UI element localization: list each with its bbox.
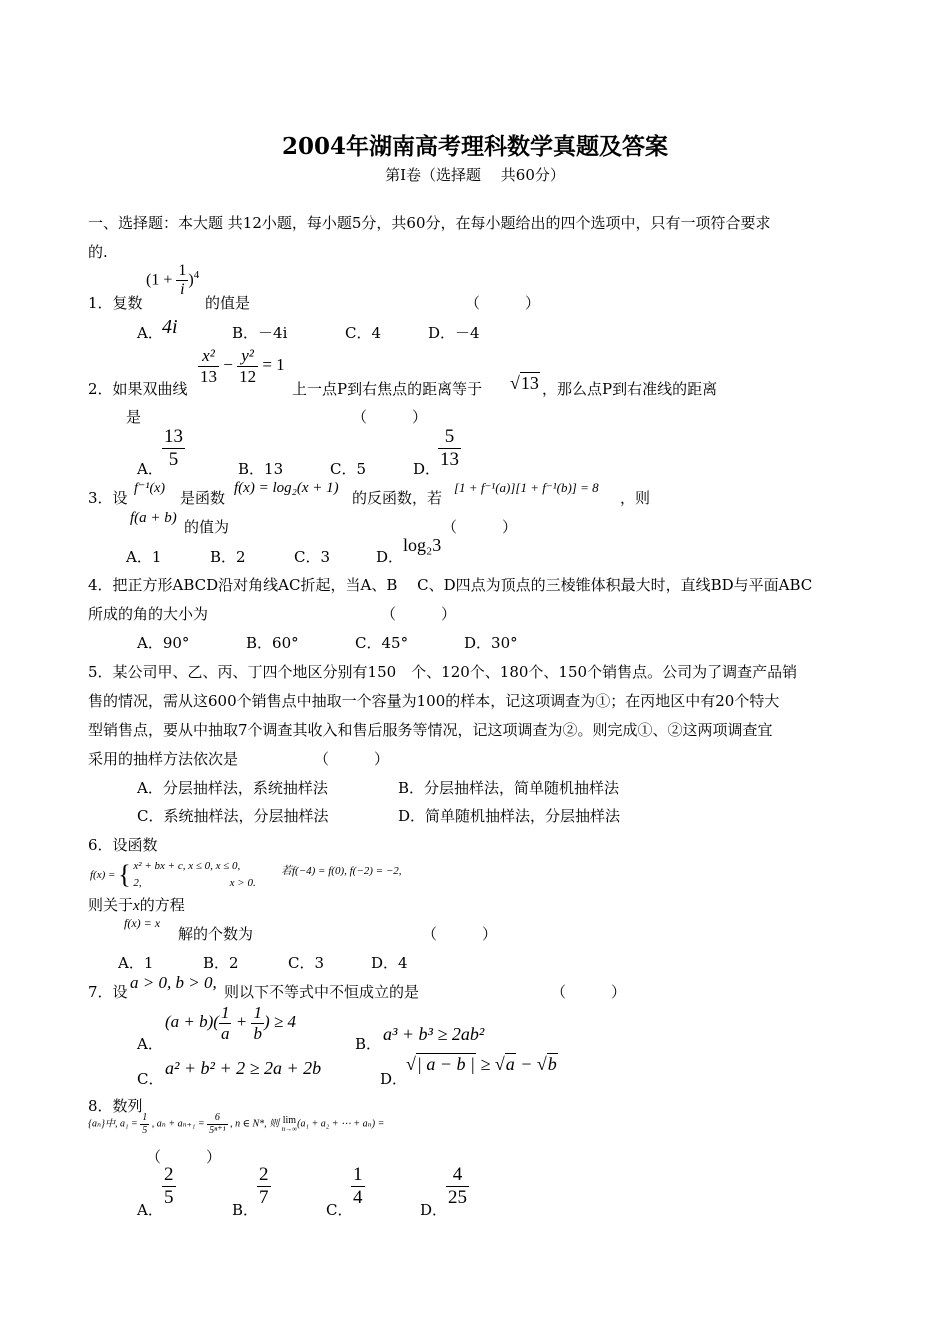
q6-line3	[88, 894, 185, 915]
q3-option-a: A．1	[126, 548, 162, 566]
q6-brace: {	[118, 859, 131, 889]
page-title: 2004年湖南高考理科数学真题及答案	[281, 133, 668, 160]
q3-condition: [1 + f⁻¹(a)][1 + f⁻¹(b)] = 8	[454, 480, 599, 495]
q8-option-a	[162, 1164, 176, 1209]
q3-suffix: ，则	[620, 489, 651, 507]
q2-frac-2-num: y²	[237, 346, 258, 367]
q5-line2: 售的情况，需从这600个销售点中抽取一个容量为100的样本，记这项调查为①；在丙地区中有20个特大	[88, 692, 780, 710]
q2-option-a	[162, 426, 185, 471]
q8-option-b-num: 2	[259, 1164, 269, 1185]
q1-option-c: C．4	[345, 324, 382, 342]
q4-option-a: A．90°	[137, 634, 190, 652]
q3-line2-expr: f(a + b)	[130, 510, 177, 526]
q2-prefix: 2．如果双曲线	[88, 380, 188, 398]
q6-option-d: D．4	[371, 954, 408, 972]
q3-option-d-label: D．	[376, 548, 404, 566]
q5-option-d: D．简单随机抽样法，分层抽样法	[398, 807, 621, 825]
q7-condition: a > 0, b > 0,	[130, 973, 217, 992]
q6-line3-b: 的方程	[139, 896, 185, 914]
q2-frac-2-den: 12	[239, 366, 257, 386]
q7-suffix: 则以下不等式中不恒成立的是	[224, 983, 420, 1001]
q8-expr-a: {aₙ}中, a₁ =	[88, 1118, 138, 1130]
q5-answer-bracket: （ ）	[314, 750, 390, 768]
q2-option-a-num: 13	[164, 426, 183, 447]
q6-answer-bracket: （ ）	[422, 925, 498, 943]
q1-expr-open: (1 +	[146, 271, 173, 289]
q8-expr-frac1	[140, 1112, 149, 1136]
q6-line3-a: 则关于	[88, 896, 134, 914]
q8-option-d-label: D．	[420, 1201, 448, 1219]
q8-expr-b: , aₙ + aₙ₊₁ =	[151, 1118, 205, 1130]
q7-option-d-root2: √	[494, 1054, 505, 1074]
q7-option-a-frac2	[251, 1003, 264, 1043]
q1-suffix: 的值是	[205, 294, 251, 312]
q6-cases	[133, 858, 255, 891]
q2-suffix: ，那么点P到右准线的距离	[542, 380, 718, 398]
q8-option-c-frac	[351, 1164, 365, 1209]
q6-condition: 若f(−4) = f(0), f(−2) = −2,	[281, 865, 402, 877]
q2-option-d-num: 5	[438, 426, 461, 449]
q8-option-b-label: B．	[232, 1201, 259, 1219]
q7-option-c-label: C．	[137, 1070, 164, 1088]
q2-frac-1-num: x²	[198, 346, 219, 367]
q3-mid2: 的反函数，若	[352, 489, 443, 507]
q5-option-b: B．分层抽样法，简单随机抽样法	[398, 779, 620, 797]
q7-prefix: 7．设	[88, 983, 128, 1001]
section-intro: 一、选择题：本大题 共12小题，每小题5分，共60分，在每小题给出的四个选项中，只有一项符合要求	[88, 214, 771, 232]
q8-answer-bracket: （ ）	[146, 1148, 222, 1166]
q6-case2-row	[133, 875, 255, 892]
q2-option-d	[438, 426, 461, 471]
q2-option-a-label: A．	[137, 460, 163, 478]
q2-frac-1-den: 13	[200, 366, 217, 386]
q2-middle: 上一点P到右焦点的距离等于	[292, 380, 483, 398]
q2-frac-1	[198, 346, 219, 386]
q6-option-a: A．1	[118, 954, 154, 972]
q8-expr-d: (a₁ + a₂ + ⋯ + aₙ) =	[297, 1118, 385, 1130]
q6-equation: f(x) = x	[124, 916, 161, 930]
q7-option-d-minus: −	[520, 1054, 533, 1074]
q2-option-d-frac	[438, 426, 461, 471]
q2-frac-2	[237, 346, 258, 386]
q6-case2: 2,	[133, 876, 142, 889]
section-intro-end: 的.	[88, 243, 108, 261]
q5-line3: 型销售点，要从中抽取7个调查其收入和售后服务等情况，记这项调查为②。则完成①、②这两项调查宜	[88, 721, 773, 739]
q7-answer-bracket: （ ）	[551, 983, 627, 1001]
q8-limit	[282, 1116, 298, 1133]
q7-option-b-label: B．	[355, 1035, 382, 1053]
q1-frac-den: i	[180, 281, 185, 299]
q3-mid1: 是函数	[180, 489, 226, 507]
q6-func-lhs: f(x) =	[90, 868, 116, 881]
q7-option-a-n1: 1	[220, 1003, 230, 1022]
q8-option-c-den: 4	[353, 1186, 363, 1208]
q8-option-d-num: 4	[446, 1164, 469, 1187]
q2-rhs: = 1	[262, 354, 285, 374]
q8-expr-f2d: 5ⁿ⁺¹	[209, 1124, 226, 1136]
q7-option-a	[165, 1003, 296, 1043]
q1-expr-close: )	[188, 271, 194, 289]
q8-option-d	[446, 1164, 469, 1209]
q2-answer-bracket: （ ）	[352, 408, 428, 426]
q2-sqrt: √13	[510, 373, 539, 393]
q8-expr-c: , n ∈ N*, 则	[230, 1118, 280, 1130]
q1-option-d: D．－4	[428, 324, 480, 342]
q8-option-a-den: 5	[164, 1186, 174, 1208]
q6-option-b: B．2	[203, 954, 239, 972]
q8-option-c-label: C．	[326, 1201, 353, 1219]
q1-fraction	[176, 262, 188, 300]
q7-option-d-rad2: a	[505, 1054, 515, 1074]
q4-answer-bracket: （ ）	[381, 605, 457, 623]
q8-option-b	[257, 1164, 271, 1209]
q7-option-a-d1: a	[220, 1023, 230, 1043]
q5-option-a: A．分层抽样法，系统抽样法	[137, 779, 328, 797]
q5-line4: 采用的抽样方法依次是	[88, 750, 239, 768]
q1-option-a-label: A．	[137, 324, 163, 342]
q8-option-a-frac	[162, 1164, 176, 1209]
q7-option-a-post: ) ≥ 4	[263, 1011, 296, 1031]
q8-expr-f1d: 5	[142, 1124, 148, 1136]
q8-option-a-label: A．	[137, 1201, 163, 1219]
q2-option-d-den: 13	[440, 448, 459, 470]
q2-minus: −	[223, 354, 233, 374]
q6-line4-text: 解的个数为	[178, 925, 254, 943]
page-subtitle: 第Ⅰ卷（选择题 共60分）	[385, 166, 565, 184]
q5-line1: 5．某公司甲、乙、丙、丁四个地区分别有150 个、120个、180个、150个销售点。公司为了调查产品销	[88, 663, 798, 681]
q4-line1: 4．把正方形ABCD沿对角线AC折起，当A、B C、D四点为顶点的三棱锥体积最大时，直线BD与平面ABC	[88, 576, 813, 594]
q8-line1: 8．数列	[88, 1097, 143, 1115]
q8-expr-f2n: 6	[207, 1112, 227, 1125]
q1-answer-bracket: （ ）	[465, 294, 541, 312]
q6-case2-cond: x > 0.	[229, 876, 256, 889]
q8-option-b-frac	[257, 1164, 271, 1209]
q4-option-d: D．30°	[464, 634, 518, 652]
q2-line2: 是	[126, 408, 142, 426]
q7-option-a-frac1	[219, 1003, 232, 1043]
q3-option-b: B．2	[210, 548, 246, 566]
q7-option-b: a³ + b³ ≥ 2ab²	[383, 1024, 485, 1044]
q1-option-b: B．－4i	[232, 324, 288, 342]
q4-option-c: C．45°	[355, 634, 409, 652]
q8-limit-sub: n→∞	[281, 1124, 298, 1133]
q2-option-a-den: 5	[168, 448, 179, 470]
q8-limit-word: lim	[282, 1114, 297, 1126]
q7-option-a-n2: 1	[253, 1003, 262, 1022]
q7-option-d	[406, 1053, 558, 1075]
q3-option-d: log₂3	[403, 535, 442, 555]
q1-prefix: 1．复数	[88, 294, 143, 312]
q2-option-d-label: D．	[413, 460, 441, 478]
q6-option-c: C．3	[288, 954, 325, 972]
q2-sqrt-value: 13	[520, 373, 539, 393]
q3-inverse-function: f⁻¹(x)	[134, 481, 166, 496]
q5-option-c: C．系统抽样法，分层抽样法	[137, 807, 329, 825]
q2-option-a-frac	[162, 426, 185, 471]
q3-line2-text: 的值为	[184, 518, 230, 536]
q6-line1: 6．设函数	[88, 836, 158, 854]
q4-option-b: B．60°	[246, 634, 299, 652]
q2-hyperbola-equation	[198, 346, 285, 386]
q7-option-a-plus: +	[235, 1011, 248, 1031]
q7-option-d-ge: ≥	[480, 1054, 491, 1074]
q8-option-a-num: 2	[164, 1164, 174, 1185]
q7-option-c: a² + b² + 2 ≥ 2a + 2b	[165, 1058, 322, 1078]
q4-line2: 所成的角的大小为	[88, 605, 209, 623]
q6-piecewise-function	[90, 858, 256, 891]
q8-option-c-num: 1	[353, 1164, 363, 1185]
q3-prefix: 3．设	[88, 489, 128, 507]
q8-expr-frac2	[207, 1112, 227, 1136]
q1-expr-exp: 4	[193, 269, 200, 282]
q8-option-d-frac	[446, 1164, 469, 1209]
q3-answer-bracket: （ ）	[442, 518, 518, 536]
q3-option-c: C．3	[294, 548, 331, 566]
q2-option-c: C．5	[330, 460, 367, 478]
q6-line3-x: x	[133, 898, 140, 914]
q7-option-d-root3: √	[536, 1054, 547, 1074]
q7-option-a-label: A．	[137, 1035, 163, 1053]
q7-option-d-rad3: b	[547, 1054, 557, 1074]
q2-option-b: B．13	[238, 460, 284, 478]
q7-option-d-rad1: | a − b |	[416, 1054, 475, 1074]
q7-option-a-pre: (a + b)(	[165, 1011, 219, 1031]
q8-option-b-den: 7	[259, 1186, 269, 1208]
q8-option-c	[351, 1164, 365, 1209]
q3-function: f(x) = log₂(x + 1)	[234, 480, 339, 496]
q8-sequence-expression	[88, 1112, 384, 1136]
q7-option-a-d2: b	[253, 1023, 262, 1043]
q1-option-a: 4i	[162, 316, 178, 338]
q8-option-d-den: 25	[448, 1186, 467, 1208]
q1-expression	[146, 262, 199, 300]
q8-expr-f1n: 1	[142, 1112, 148, 1123]
q1-frac-num: 1	[176, 262, 188, 281]
q7-option-d-label: D．	[380, 1070, 408, 1088]
q6-case1: x² + bx + c, x ≤ 0, x ≤ 0,	[133, 860, 241, 872]
q7-option-d-root1: √	[406, 1054, 416, 1074]
